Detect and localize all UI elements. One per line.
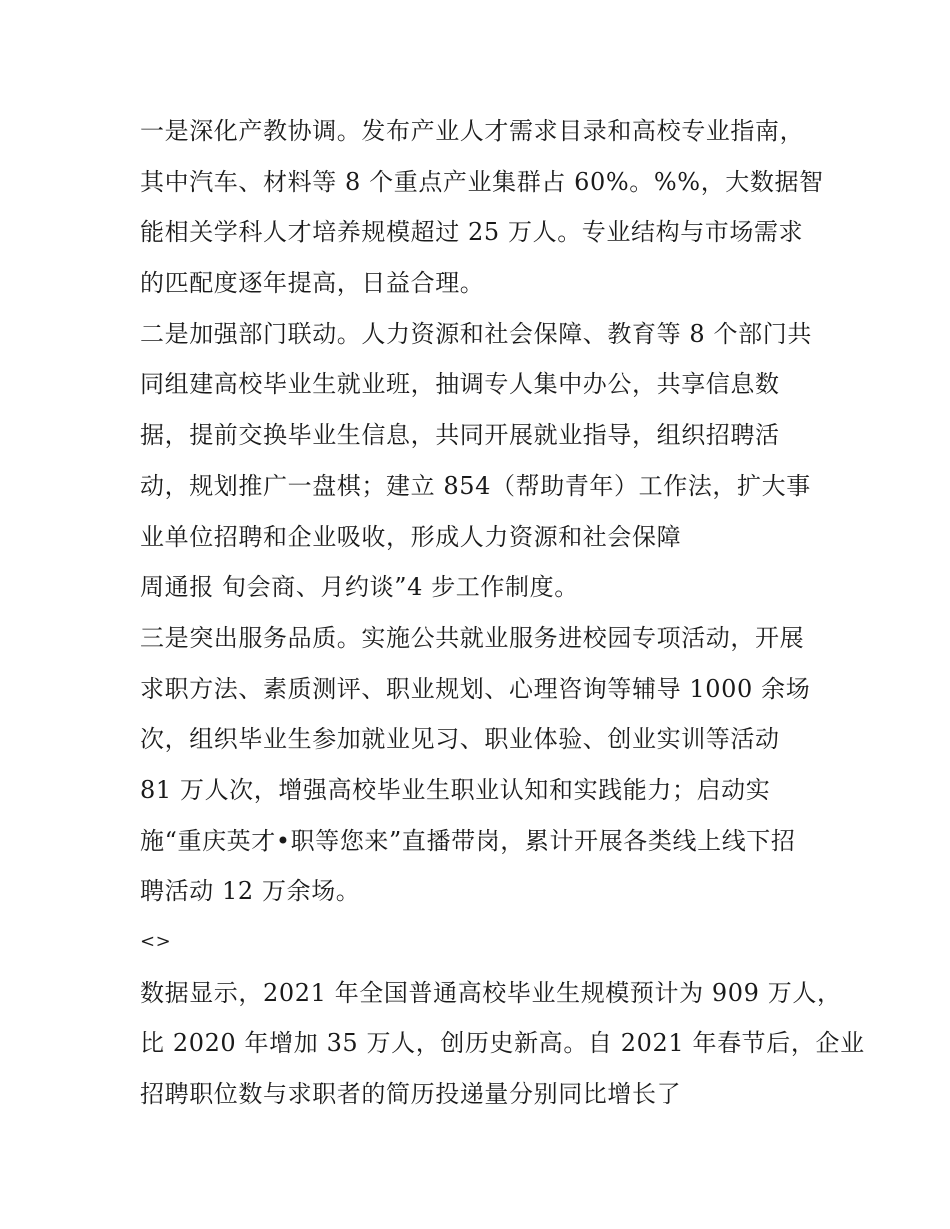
section-marker: <> (140, 931, 172, 952)
text-line: 招聘职位数与求职者的简历投递量分别同比增长了 (140, 1080, 682, 1109)
text-line: 求职方法、素质测评、职业规划、心理咨询等辅导 1000 余场 (140, 674, 811, 703)
text-line: 数据显示，2021 年全国普通高校毕业生规模预计为 909 万人， (140, 978, 842, 1007)
text-line: 能相关学科人才培养规模超过 25 万人。专业结构与市场需求 (140, 218, 804, 247)
text-line: 的匹配度逐年提高，日益合理。 (140, 269, 485, 298)
text-line: 三是突出服务品质。实施公共就业服务进校园专项活动，开展 (140, 623, 805, 652)
text-line: 81 万人次，增强高校毕业生职业认知和实践能力；启动实 (140, 775, 771, 804)
text-line: 据，提前交换毕业生信息，共同开展就业指导，组织招聘活 (140, 421, 780, 450)
text-line: 次，组织毕业生参加就业见习、职业体验、创业实训等活动 (140, 725, 780, 754)
text-line: 同组建高校毕业生就业班，抽调专人集中办公，共享信息数 (140, 370, 780, 399)
text-line: 其中汽车、材料等 8 个重点产业集群占 60%。%%，大数据智 (140, 167, 824, 196)
text-line: 业单位招聘和企业吸收，形成人力资源和社会保障 (140, 522, 682, 551)
text-line: 比 2020 年增加 35 万人，创历史新高。自 2021 年春节后，企业 (140, 1029, 865, 1058)
text-line: 聘活动 12 万余场。 (140, 877, 361, 906)
text-line: 施“重庆英才•职等您来”直播带岗，累计开展各类线上线下招 (140, 826, 796, 855)
text-line: 一是深化产教协调。发布产业人才需求目录和高校专业指南， (140, 117, 805, 145)
text-line: 周通报 旬会商、月约谈”4 步工作制度。 (140, 573, 579, 602)
text-line: 动，规划推广一盘棋；建立 854（帮助青年）工作法，扩大事 (140, 471, 811, 500)
body-text (140, 106, 865, 1120)
text-line: 二是加强部门联动。人力资源和社会保障、教育等 8 个部门共 (140, 319, 812, 348)
